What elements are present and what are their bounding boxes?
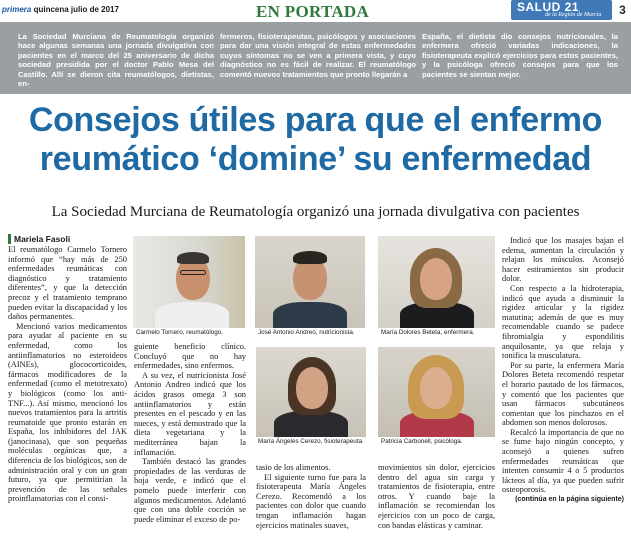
subheadline: La Sociedad Murciana de Reumatología organizó una jornada divulgativa con pacientes <box>51 204 580 220</box>
article-col-2 <box>134 342 246 524</box>
hair-shape <box>293 251 327 264</box>
shirt-shape <box>155 302 229 328</box>
article-col-3 <box>256 463 366 530</box>
issue-date: quincena julio de 2017 <box>33 5 119 14</box>
lead-strip <box>0 22 631 94</box>
page-number: 3 <box>614 0 631 20</box>
hair-shape <box>177 252 209 264</box>
face-shape <box>420 367 452 409</box>
col4-paragraph-1: movimientos sin dolor, ejercicios dentro del agua sin carga y tratamientos de fisioterapia, entre otros. Y cuando baje la inflamación se recomiendan los ejercicios con un poco de carga, con bandas elásticas y caminar. <box>378 463 495 530</box>
face-shape <box>420 258 452 300</box>
byline: Mariela Fasoli <box>8 234 70 244</box>
photo-jose-antonio-andreo <box>255 236 365 328</box>
photo-carmelo-tornero <box>133 236 245 328</box>
lead-col-3: España, el dietista dio consejos nutricionales, la enfermera ofreció variadas indicaciones, la fisioterapeuta explicó ejercicios para estos pacientes, y la psicóloga ofreció consejos para que los pacientes se sientan mejor. <box>422 32 618 79</box>
photo-patricia-carbonell <box>378 347 495 437</box>
col5-paragraph-2: Con respecto a la hidroterapia, indicó que ayuda a disminuir la rigidez articular y la rigidez matutina; además de que es muy recomendable cuando se padece fibromialgia y espondilitis anquilosante, ya que relaja y tonifica la musculatura. <box>502 283 624 361</box>
caption-tornero: Carmelo Tornero, reumatólogo. <box>136 329 224 336</box>
headline <box>0 101 631 179</box>
col3-paragraph-2: El siguiente turno fue para la fisioterapeuta María Ángeles Cerezo. Recomendó a los pacientes con dolor que cuando tengan inflamación hagan ejercicios matinales suaves, <box>256 472 366 530</box>
col2-paragraph-2: A su vez, el nutricionista José Antonio Andreo indicó que los ácidos grasos omega 3 son antiinflamatorios y están presentes en el pescado y en las nueces, y está demostrado que la dieta vegetariana y la mediterránea bajan la inflamación. <box>134 370 246 457</box>
headline-line-2: reumático ‘domine’ su enfermedad <box>39 140 592 178</box>
logo-main-text: SALUD 21 <box>517 0 580 14</box>
salud21-logo <box>511 0 612 20</box>
brand-name: primera <box>2 5 32 14</box>
col2-paragraph-1: guiente beneficio clínico. Concluyó que no hay enfermedades, sino enfermos. <box>134 342 246 371</box>
glasses-shape <box>180 270 206 275</box>
headline-line-1: Consejos útiles para que el enfermo <box>28 101 603 139</box>
col1-paragraph-1: El reumatólogo Carmelo Tornero informó que “hay más de 250 enfermedades reumáticas con diagnóstico y tratamiento diferentes”, y que la detección precoz y el tratamiento temprano pueden evitar la discapacidad y los daños permanentes. <box>8 245 127 322</box>
photo-maria-dolores-beteta <box>378 236 495 328</box>
lead-col-2: fermeros, fisioterapeutas, psicólogos y asociaciones para dar una visión integral de estas enfermedades cuyos síntomas no se ven a primera vista, y cuyo diagnóstico no es fácil de realizar. El reumatólogo comentó nuevos tratamientos que pronto llegarán a <box>220 32 416 79</box>
lead-col-1: La Sociedad Murciana de Reumatología organizó hace algunas semanas una jornada divulgativa con pacientes en el marco del 25 aniversario de dicha sociedad presidida por el doctor Pablo Mesa del Castillo. Allí se dieron cita reumatólogos, dietistas, en- <box>18 32 214 89</box>
page-header <box>0 0 631 22</box>
article-col-5 <box>502 236 624 505</box>
photo-maria-angeles-cerezo <box>256 347 366 437</box>
col5-paragraph-3: Por su parte, la enfermera María Dolores Beteta recomendó respetar el horario pautado de los fármacos, y comentó que los pacientes que usan fármacos subcutáneos comentan que los pinchazos en el abdomen son menos dolorosos. <box>502 360 624 428</box>
issue-line <box>2 5 119 14</box>
section-title: EN PORTADA <box>256 2 370 21</box>
caption-carbonell: Patricia Carbonell, psicóloga. <box>381 438 463 445</box>
article-col-1 <box>8 245 127 504</box>
caption-cerezo: María Ángeles Cerezo, fisioterapeuta. <box>258 438 364 445</box>
col1-paragraph-2: Mencionó varios medicamentos para ayudar al paciente en su enfermedad, como los antiinflamatorios no esteroideos (AINEs), glococorticoides, fármacos modificadores de la enfermedad (como el metotrexato) y biológicos (como los anti-TNF...). Así mismo, mencionó los nuevos tratamientos para la artritis reumatoide que pronto estarán en España, los inhibidores del JAK (janocinasa), que son pequeñas moléculas orgánicas que, a diferencia de los biológicos, son de administración oral y con un gran futuro, ya que permitirían la prevención de las señales proinflamatorias con el consi- <box>8 321 127 504</box>
col5-paragraph-1: Indicó que los masajes bajan el edema, aumentan la circulación y relajan los músculos. Aconsejó hacer estiramientos sin producir dolor. <box>502 236 624 284</box>
caption-beteta: María Dolores Beteta, enfermera. <box>381 329 475 336</box>
col2-paragraph-3: También destacó las grandes propiedades de las verduras de hoja verde, e indicó que el pomelo puede interferir con algunos medicamentos. Adelantó que con una doble cocción se puede eliminar el exceso de po- <box>134 457 246 524</box>
caption-andreo: José Antonio Andreo, nutricionista. <box>258 329 355 336</box>
col3-paragraph-1: tasio de los alimentos. <box>256 463 331 472</box>
continued-note: (continúa en la página siguiente) <box>515 496 624 504</box>
article-col-4 <box>378 463 495 530</box>
shirt-shape <box>273 302 347 328</box>
logo-sub-text: de la Región de Murcia <box>545 12 602 18</box>
col5-paragraph-4: Recalcó la importancia de que no se fume bajo ningún concepto, y aconsejó a quienes sufren enfermedades reumáticas que intenten consumir 4 o 5 productos lácteos al día, ya que pueden sufrir osteoporosis. <box>502 427 624 495</box>
face-shape <box>296 367 328 409</box>
